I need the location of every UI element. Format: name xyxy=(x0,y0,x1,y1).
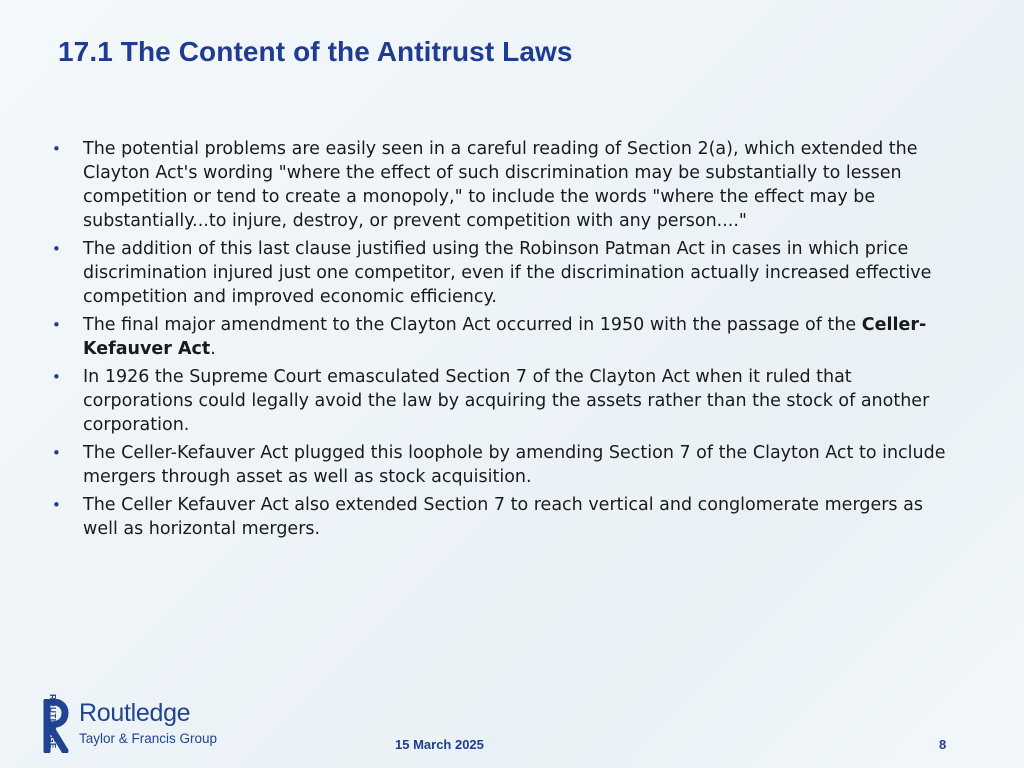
bullet-item xyxy=(50,441,950,489)
bullet-item xyxy=(50,237,950,309)
footer-date: 15 March 2025 xyxy=(395,737,484,752)
bullet-icon: • xyxy=(52,140,61,158)
bullet-item xyxy=(50,313,950,361)
bullet-text-end: . xyxy=(210,339,216,359)
bullet-text: The Celler Kefauver Act also extended Section 7 to reach vertical and conglomerate mergers as well as horizontal mergers. xyxy=(83,495,923,539)
slide-title: 17.1 The Content of the Antitrust Laws xyxy=(58,36,573,67)
bullet-icon: • xyxy=(52,316,61,334)
bullet-item xyxy=(50,137,950,233)
bullet-bold-text: Celler-Kefauver Act xyxy=(83,315,927,359)
bullet-text: The addition of this last clause justified using the Robinson Patman Act in cases in which price discrimination injured just one competitor, even if the discrimination actually increased effective competition and improved economic efficiency. xyxy=(83,239,932,307)
logo-vertical-text: ROUTLEDGE xyxy=(47,694,57,749)
bullet-icon: • xyxy=(52,240,61,258)
bullet-text: The Celler-Kefauver Act plugged this loophole by amending Section 7 of the Clayton Act to include mergers through asset as well as stock acquisition. xyxy=(83,443,946,487)
bullet-text: The final major amendment to the Clayton Act occurred in 1950 with the passage of the xyxy=(83,315,862,335)
bullet-list xyxy=(50,137,950,545)
bullet-text: In 1926 the Supreme Court emasculated Section 7 of the Clayton Act when it ruled that corporations could legally avoid the law by acquiring the assets rather than the stock of another corporation. xyxy=(83,367,930,435)
page-number: 8 xyxy=(939,737,947,752)
bullet-item xyxy=(50,365,950,437)
logo-name: Routledge xyxy=(79,699,191,727)
bullet-icon: • xyxy=(52,368,61,386)
bullet-text: The potential problems are easily seen in a careful reading of Section 2(a), which extended the Clayton Act's wording "where the effect of such discrimination may be substantially to lessen competition or tend to create a monopoly," to include the words "where the effect may be substantially...to injure, destroy, or prevent competition with any person...." xyxy=(83,139,918,231)
bullet-icon: • xyxy=(52,496,61,514)
bullet-icon: • xyxy=(52,444,61,462)
logo-subtitle: Taylor & Francis Group xyxy=(79,731,218,746)
routledge-logo xyxy=(35,694,225,755)
bullet-item xyxy=(50,493,950,541)
